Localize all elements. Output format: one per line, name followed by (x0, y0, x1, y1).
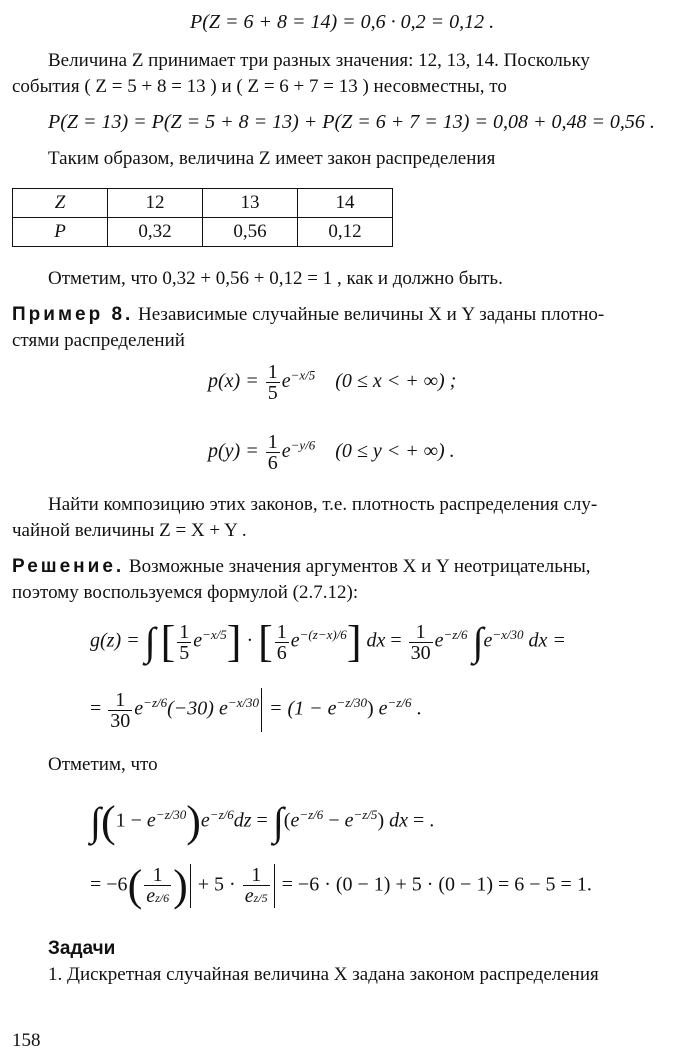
paragraph-line: Отметим, что (48, 754, 158, 775)
paragraph-line: стями распределений (12, 330, 185, 351)
formula-lhs: p(y) = (208, 440, 259, 463)
formula-result: = −6 · (0 − 1) + 5 · (0 − 1) = 6 − 5 = 1. (281, 873, 592, 896)
example-text: Независимые случайные величины X и Y заданы плотно- (138, 304, 605, 325)
fraction: $\frac{1}{6}$ (267, 431, 278, 474)
integral-sign: ∫ (144, 619, 156, 664)
formula-py: p(y) = $\frac{1}{6}$ $e^{-y/6}$ (0 ≤ y < + ∞) . (208, 431, 455, 474)
tasks-heading: Задачи (48, 938, 116, 959)
formula-condition: (0 ≤ y < + ∞) . (335, 440, 455, 463)
formula-px: p(x) = $\frac{1}{5}$ $e^{-x/5}$ (0 ≤ x < + ∞) ; (208, 361, 457, 404)
paragraph-line: события ( Z = 5 + 8 = 13 ) и ( Z = 6 + 7 = 13 ) несовместны, то (12, 76, 507, 97)
solution-text: Возможные значения аргументов X и Y неотрицательны, (128, 556, 591, 577)
equation-p13: P(Z = 13) = P(Z = 5 + 8 = 13) + P(Z = 6 + 7 = 13) = 0,08 + 0,48 = 0,56 . (48, 111, 655, 133)
formula-tail: dx = (528, 629, 566, 652)
formula-part: + 5 · (197, 873, 236, 896)
paragraph-line: Таким образом, величина Z имеет закон распределения (48, 148, 496, 169)
table-cell: 12 (108, 189, 203, 218)
exponent: −x/5 (290, 367, 316, 383)
formula-check-line1: $\int(1 - e^{-z/30})e^{-z/6}dz = \int(e^{-z/6} - e^{-z/5})$ dx = . (90, 797, 435, 846)
table-cell: 14 (298, 189, 393, 218)
table-row (13, 189, 393, 218)
formula-gz-line1: g(z) = ∫ [ $\frac{1}{5}$ $e^{-x/5}$] · [ $\frac{1}{6}$ $e^{-(z-x)/6}$] dx = $\frac{1}{30}$ $e^{-z/6}$ $\int e^{-x/30}$ dx = (90, 617, 566, 666)
formula-gz-line2: = $\frac{1}{30}$ $e^{-z/6}(-30) e^{-x/30} = (1 - e^{-z/30})$ $e^{-z/6}$ . (90, 688, 422, 732)
table-cell: Z (13, 189, 108, 218)
example-label: Пример 8. (12, 304, 134, 325)
distribution-table (12, 188, 393, 247)
paragraph-line: поэтому воспользуемся формулой (2.7.12): (12, 582, 359, 603)
task-item: 1. Дискретная случайная величина X задана законом распределения (48, 964, 599, 985)
formula-condition: (0 ≤ x < + ∞) ; (335, 370, 457, 393)
formula-lhs: p(x) = (208, 370, 259, 393)
table-cell: 0,12 (298, 218, 393, 247)
formula-check-line2: = −6( $\frac{1}{ez/6}$ ) + 5 · $\frac{1}{ez/5}$ = −6 · (0 − 1) + 5 · (0 − 1) = 6 − 5 = 1. (90, 861, 592, 910)
table-cell: 0,56 (203, 218, 298, 247)
fraction: $\frac{1}{5}$ (267, 361, 278, 404)
paragraph-line: чайной величины Z = X + Y . (12, 520, 247, 541)
table-cell: 0,32 (108, 218, 203, 247)
solution-heading-line (12, 556, 591, 578)
paragraph-line: Величина Z принимает три разных значения: 12, 13, 14. Поскольку (48, 50, 590, 71)
table-row (13, 218, 393, 247)
formula-lhs: g(z) = (90, 629, 140, 652)
paragraph-line: Отметим, что 0,32 + 0,56 + 0,12 = 1 , как и должно быть. (48, 268, 503, 289)
page-number: 158 (12, 1030, 41, 1051)
table-cell: P (13, 218, 108, 247)
formula-part: (−30) e (167, 697, 228, 720)
example-heading-line (12, 304, 604, 326)
table-cell: 13 (203, 189, 298, 218)
paragraph-line: Найти композицию этих законов, т.е. плотность распределения слу- (48, 494, 598, 515)
solution-label: Решение. (12, 556, 125, 577)
equation-p14: P(Z = 6 + 8 = 14) = 0,6 · 0,2 = 0,12 . (190, 11, 495, 33)
exponent: −y/6 (290, 437, 316, 453)
formula-result: = (1 − e (268, 697, 337, 720)
